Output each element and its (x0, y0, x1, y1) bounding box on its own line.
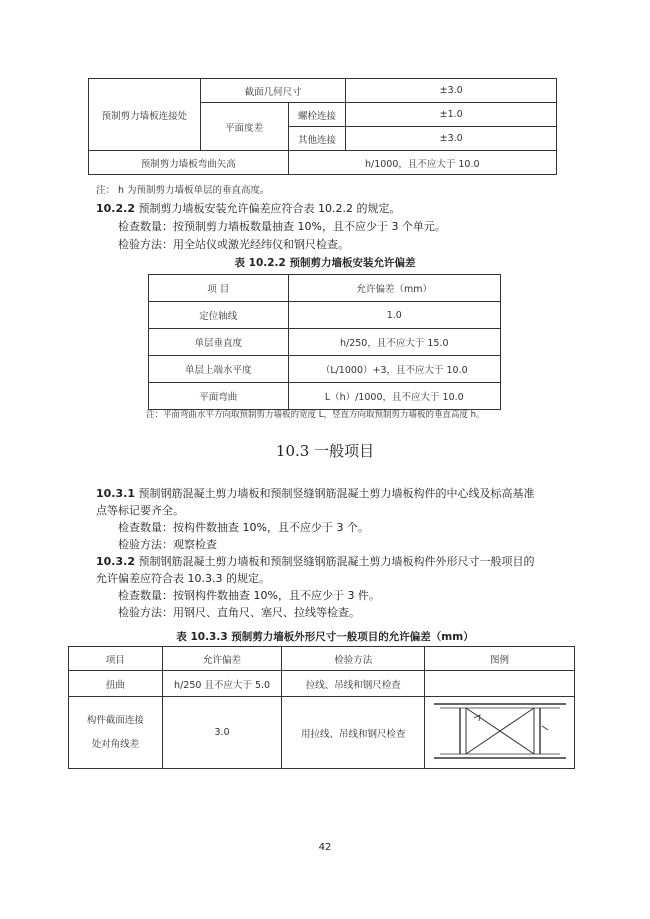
check-quantity: 检查数量：按钢构件数抽查 10%，且不应少于 3 件。 (118, 589, 380, 602)
header-cell: 项目 (69, 647, 163, 671)
tolerance-table-continued (88, 78, 557, 175)
sub-item-cell: 其他连接 (288, 127, 346, 151)
install-tolerance-table (148, 274, 501, 410)
section-heading: 10.3 一般项目 (275, 442, 375, 460)
value-cell: h/250，且不应大于 15.0 (288, 329, 501, 356)
clause-10-2-2 (96, 201, 400, 217)
method-cell: 拉线、吊线和钢尺检查 (282, 671, 425, 697)
table-note: 注：平面弯曲水平方向取预制剪力墙板的宽度 L，竖直方向取预制剪力墙板的垂直高度 h。 (146, 410, 485, 420)
clause-number: 10.2.2 (96, 202, 135, 215)
item-cell: 定位轴线 (149, 302, 289, 329)
sub-item-cell: 螺栓连接 (288, 103, 346, 127)
clause-number: 10.3.1 (96, 487, 135, 500)
item-cell: 单层上端水平度 (149, 356, 289, 383)
check-quantity: 检查数量：按预制剪力墙板数量抽查 10%，且不应少于 3 个单元。 (118, 220, 446, 233)
table-caption: 表 10.2.2 预制剪力墙板安装允许偏差 (234, 257, 416, 269)
clause-text-continued: 允许偏差应符合表 10.3.3 的规定。 (96, 572, 270, 585)
clause-number: 10.3.2 (96, 555, 135, 568)
item-cell: 平面弯曲 (149, 383, 289, 410)
clause-text: 预制钢筋混凝土剪力墙板和预制竖缝钢筋混凝土剪力墙板构件的中心线及标高基准 (138, 487, 535, 500)
clause-text: 预制剪力墙板安装允许偏差应符合表 10.2.2 的规定。 (138, 202, 401, 215)
clause-text-continued: 点等标记要齐全。 (96, 504, 184, 517)
value-cell: （L/1000）+3，且不应大于 10.0 (288, 356, 501, 383)
check-quantity: 检查数量：按构件数抽查 10%，且不应少于 3 个。 (118, 521, 369, 534)
value-cell: ±3.0 (346, 79, 557, 103)
item-cell (69, 697, 163, 769)
header-cell: 项 目 (149, 275, 289, 302)
header-cell: 允许偏差（mm） (288, 275, 501, 302)
shape-tolerance-table (68, 646, 575, 769)
figure-cell (425, 697, 575, 769)
value-cell: ±1.0 (346, 103, 557, 127)
method-cell: 用拉线、吊线和钢尺检查 (282, 697, 425, 769)
diagonal-diagram-icon (430, 698, 570, 764)
header-cell: 允许偏差 (162, 647, 282, 671)
check-method: 检验方法：用钢尺、直角尺、塞尺、拉线等检查。 (118, 606, 360, 619)
item-cell: 截面几何尺寸 (200, 79, 346, 103)
group-label-cell: 预制剪力墙板连接处 (89, 79, 201, 151)
item-cell: 扭曲 (69, 671, 163, 697)
item-line: 处对角线差 (91, 738, 140, 750)
item-cell: 平面度差 (200, 103, 288, 151)
header-cell: 图例 (425, 647, 575, 671)
clause-10-3-2 (96, 554, 534, 570)
page-number: 42 (318, 842, 332, 853)
value-cell: 3.0 (162, 697, 282, 769)
value-cell: L（h）/1000，且不应大于 10.0 (288, 383, 501, 410)
header-cell: 检验方法 (282, 647, 425, 671)
check-method: 检验方法：观察检查 (118, 538, 217, 551)
clause-10-3-1 (96, 486, 534, 502)
table-note: 注： h 为预制剪力墙板单层的垂直高度。 (96, 185, 270, 196)
item-line: 构件截面连接 (86, 714, 144, 726)
clause-text: 预制钢筋混凝土剪力墙板和预制竖缝钢筋混凝土剪力墙板构件外形尺寸一般项目的 (138, 555, 535, 568)
item-cell: 预制剪力墙板弯曲矢高 (89, 151, 289, 175)
item-cell: 单层垂直度 (149, 329, 289, 356)
figure-cell-empty (425, 671, 575, 697)
check-method: 检验方法：用全站仪或激光经纬仪和钢尺检查。 (118, 238, 349, 251)
value-cell: h/1000，且不应大于 10.0 (288, 151, 556, 175)
value-cell: h/250 且不应大于 5.0 (162, 671, 282, 697)
table-caption: 表 10.3.3 预制剪力墙板外形尺寸一般项目的允许偏差（mm） (176, 631, 474, 643)
value-cell: ±3.0 (346, 127, 557, 151)
value-cell: 1.0 (288, 302, 501, 329)
